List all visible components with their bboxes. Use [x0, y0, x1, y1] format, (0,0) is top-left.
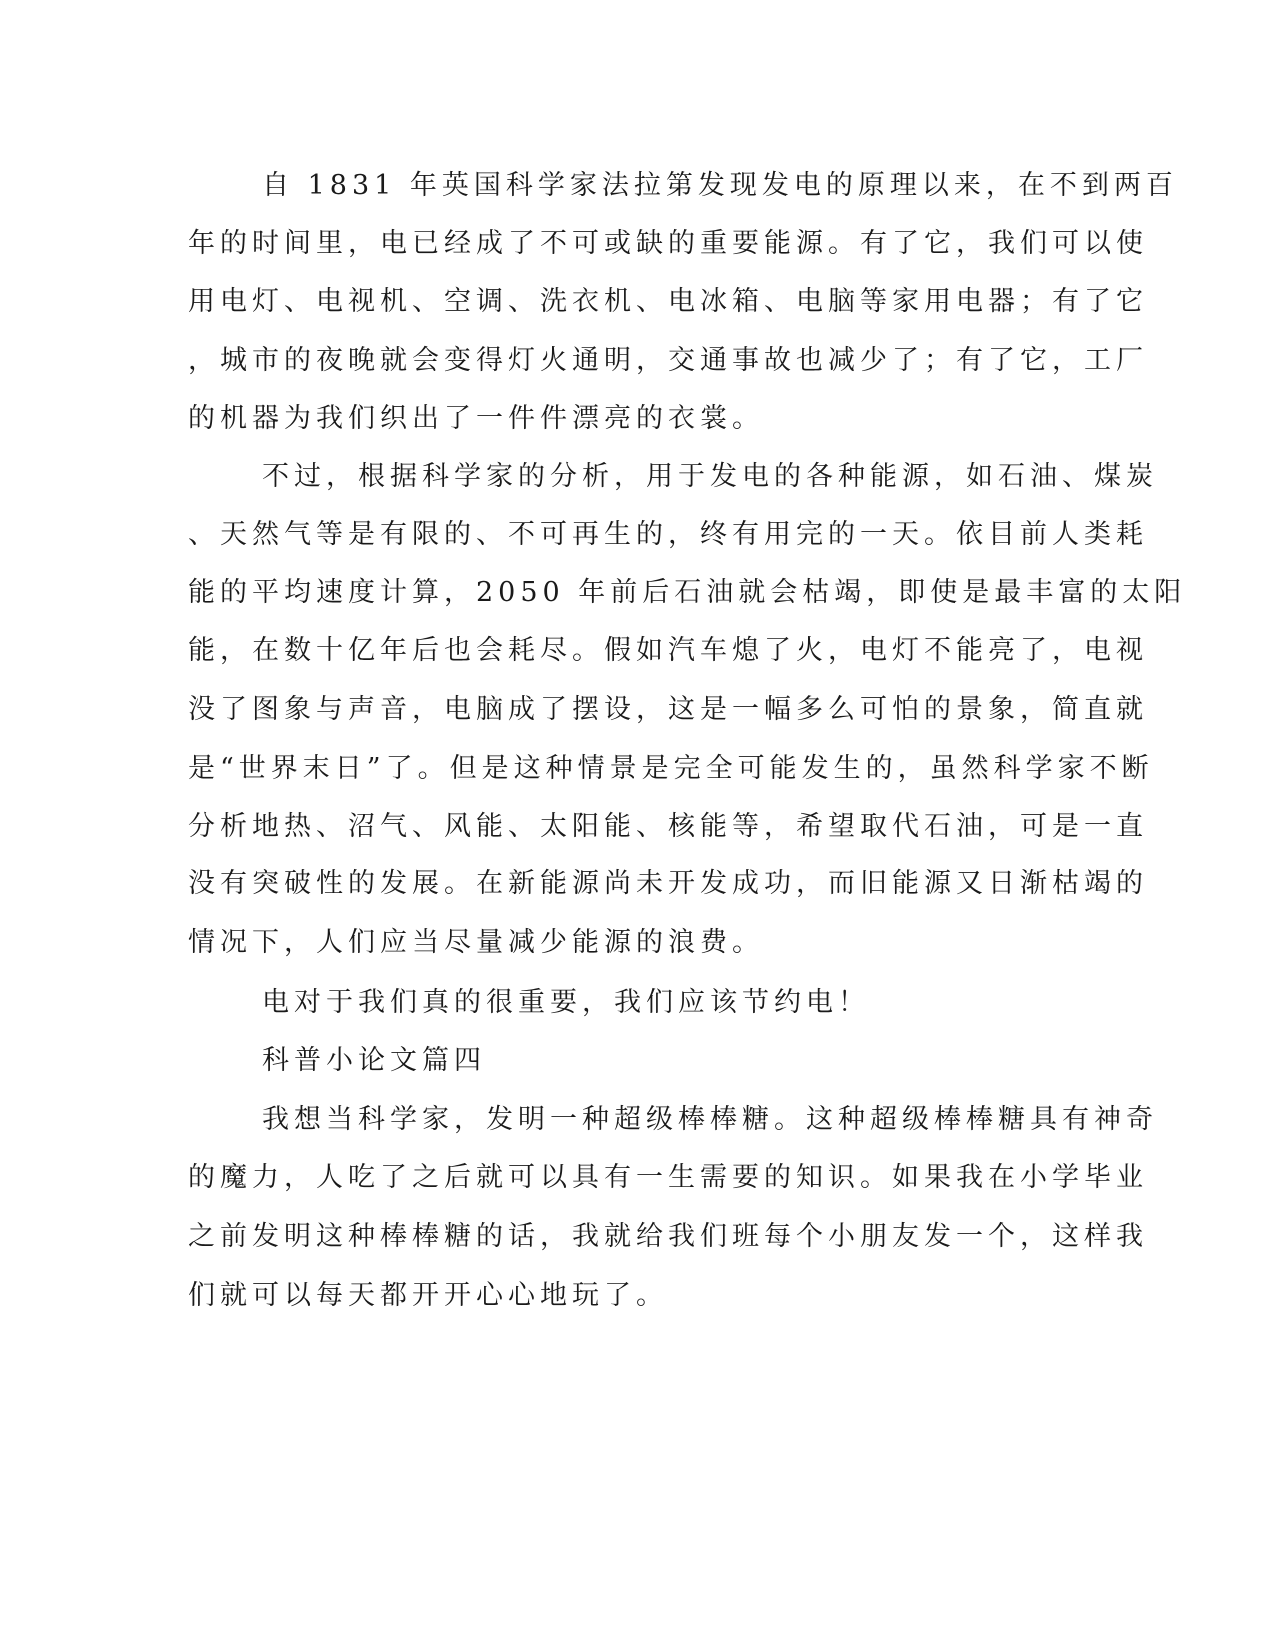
paragraph-line: 没了图象与声音，电脑成了摆设，这是一幅多么可怕的景象，简直就	[188, 694, 1148, 725]
paragraph-line: 用电灯、电视机、空调、洗衣机、电冰箱、电脑等家用电器；有了它	[188, 286, 1148, 317]
paragraph-line: 不过，根据科学家的分析，用于发电的各种能源，如石油、煤炭	[262, 461, 1158, 492]
paragraph-line: 能的平均速度计算，2050 年前后石油就会枯竭，即使是最丰富的太阳	[188, 577, 1187, 608]
paragraph-line: 年的时间里，电已经成了不可或缺的重要能源。有了它，我们可以使	[188, 228, 1148, 259]
paragraph-line: 们就可以每天都开开心心地玩了。	[188, 1280, 668, 1311]
paragraph-line: 分析地热、沼气、风能、太阳能、核能等，希望取代石油，可是一直	[188, 811, 1148, 842]
paragraph-line: 自 1831 年英国科学家法拉第发现发电的原理以来，在不到两百	[262, 170, 1178, 201]
paragraph-line: ，城市的夜晚就会变得灯火通明，交通事故也减少了；有了它，工厂	[188, 345, 1148, 376]
paragraph-line: 情况下，人们应当尽量减少能源的浪费。	[188, 927, 764, 958]
paragraph-line: 、天然气等是有限的、不可再生的，终有用完的一天。依目前人类耗	[188, 519, 1148, 550]
paragraph-line: 是“世界末日”了。但是这种情景是完全可能发生的，虽然科学家不断	[188, 753, 1154, 784]
paragraph-line: 之前发明这种棒棒糖的话，我就给我们班每个小朋友发一个，这样我	[188, 1221, 1148, 1252]
paragraph-line: 我想当科学家，发明一种超级棒棒糖。这种超级棒棒糖具有神奇	[262, 1104, 1158, 1135]
paragraph-line: 电对于我们真的很重要，我们应该节约电！	[262, 987, 870, 1018]
paragraph-line: 能，在数十亿年后也会耗尽。假如汽车熄了火，电灯不能亮了，电视	[188, 635, 1148, 666]
paragraph-line: 没有突破性的发展。在新能源尚未开发成功，而旧能源又日渐枯竭的	[188, 868, 1148, 899]
section-heading: 科普小论文篇四	[262, 1045, 486, 1076]
paragraph-line: 的机器为我们织出了一件件漂亮的衣裳。	[188, 403, 764, 434]
paragraph-line: 的魔力，人吃了之后就可以具有一生需要的知识。如果我在小学毕业	[188, 1162, 1148, 1193]
